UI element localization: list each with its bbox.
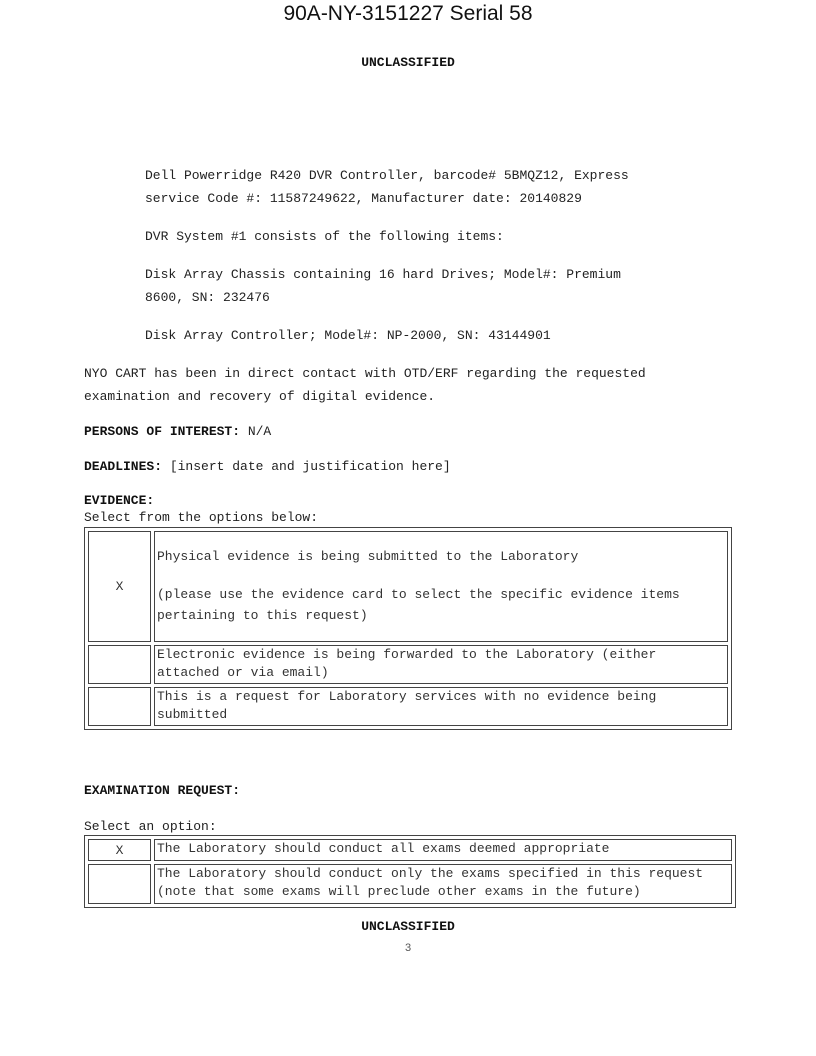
deadlines-value: [insert date and justification here]: [162, 459, 451, 474]
dvr-system-intro: DVR System #1 consists of the following items:: [145, 229, 504, 244]
examination-option-checkbox-all[interactable]: X: [88, 839, 151, 861]
examination-option-row: [88, 839, 732, 861]
examination-option-label-all: The Laboratory should conduct all exams deemed appropriate: [154, 839, 732, 861]
evidence-option-row: [88, 645, 728, 684]
examination-instruction: Select an option:: [84, 819, 217, 834]
deadlines-label: DEADLINES:: [84, 459, 163, 474]
examination-option-checkbox-specified[interactable]: [88, 864, 151, 904]
page-number: 3: [404, 943, 412, 955]
classification-top: UNCLASSIFIED: [361, 55, 455, 70]
persons-of-interest-label: PERSONS OF INTEREST:: [84, 424, 241, 439]
evidence-option-checkbox-electronic[interactable]: [88, 645, 151, 684]
persons-of-interest: [84, 420, 271, 443]
evidence-option-label-no-evidence: This is a request for Laboratory services with no evidence being submitted: [154, 687, 728, 726]
classification-bottom: UNCLASSIFIED: [361, 919, 455, 934]
evidence-option-row: [88, 687, 728, 726]
disk-array-chassis-item: Disk Array Chassis containing 16 hard Drives; Model#: Premium 8600, SN: 232476: [145, 267, 621, 305]
evidence-instruction: Select from the options below:: [84, 510, 319, 525]
evidence-heading: EVIDENCE:: [84, 493, 155, 508]
evidence-option-checkbox-physical[interactable]: X: [88, 531, 151, 642]
evidence-option-label-physical: [154, 531, 728, 642]
deadlines: [84, 455, 451, 478]
persons-of-interest-value: N/A: [240, 424, 272, 439]
document-header-title: 90A-NY-3151227 Serial 58: [283, 2, 533, 25]
evidence-option-checkbox-no-evidence[interactable]: [88, 687, 151, 726]
examination-request-heading: EXAMINATION REQUEST:: [84, 783, 241, 798]
evidence-option-physical-note: (please use the evidence card to select the specific evidence items pertaining to this request): [157, 587, 680, 623]
contact-paragraph: NYO CART has been in direct contact with OTD/ERF regarding the requested examination and recovery of digital evidence.: [84, 366, 646, 404]
dvr-controller-item: Dell Powerridge R420 DVR Controller, barcode# 5BMQZ12, Express service Code #: 11587249622, Manufacturer date: 20140829: [145, 168, 629, 206]
examination-option-label-specified: The Laboratory should conduct only the exams specified in this request (note that some exams will preclude other exams in the future): [154, 864, 732, 904]
evidence-options-table: [84, 527, 732, 730]
evidence-option-row: [88, 531, 728, 642]
examination-options-table: [84, 835, 736, 908]
evidence-option-physical-line1: Physical evidence is being submitted to the Laboratory: [157, 549, 579, 564]
disk-array-controller-item: Disk Array Controller; Model#: NP-2000, SN: 43144901: [145, 328, 551, 343]
examination-option-row: [88, 864, 732, 904]
evidence-option-label-electronic: Electronic evidence is being forwarded to the Laboratory (either attached or via email): [154, 645, 728, 684]
